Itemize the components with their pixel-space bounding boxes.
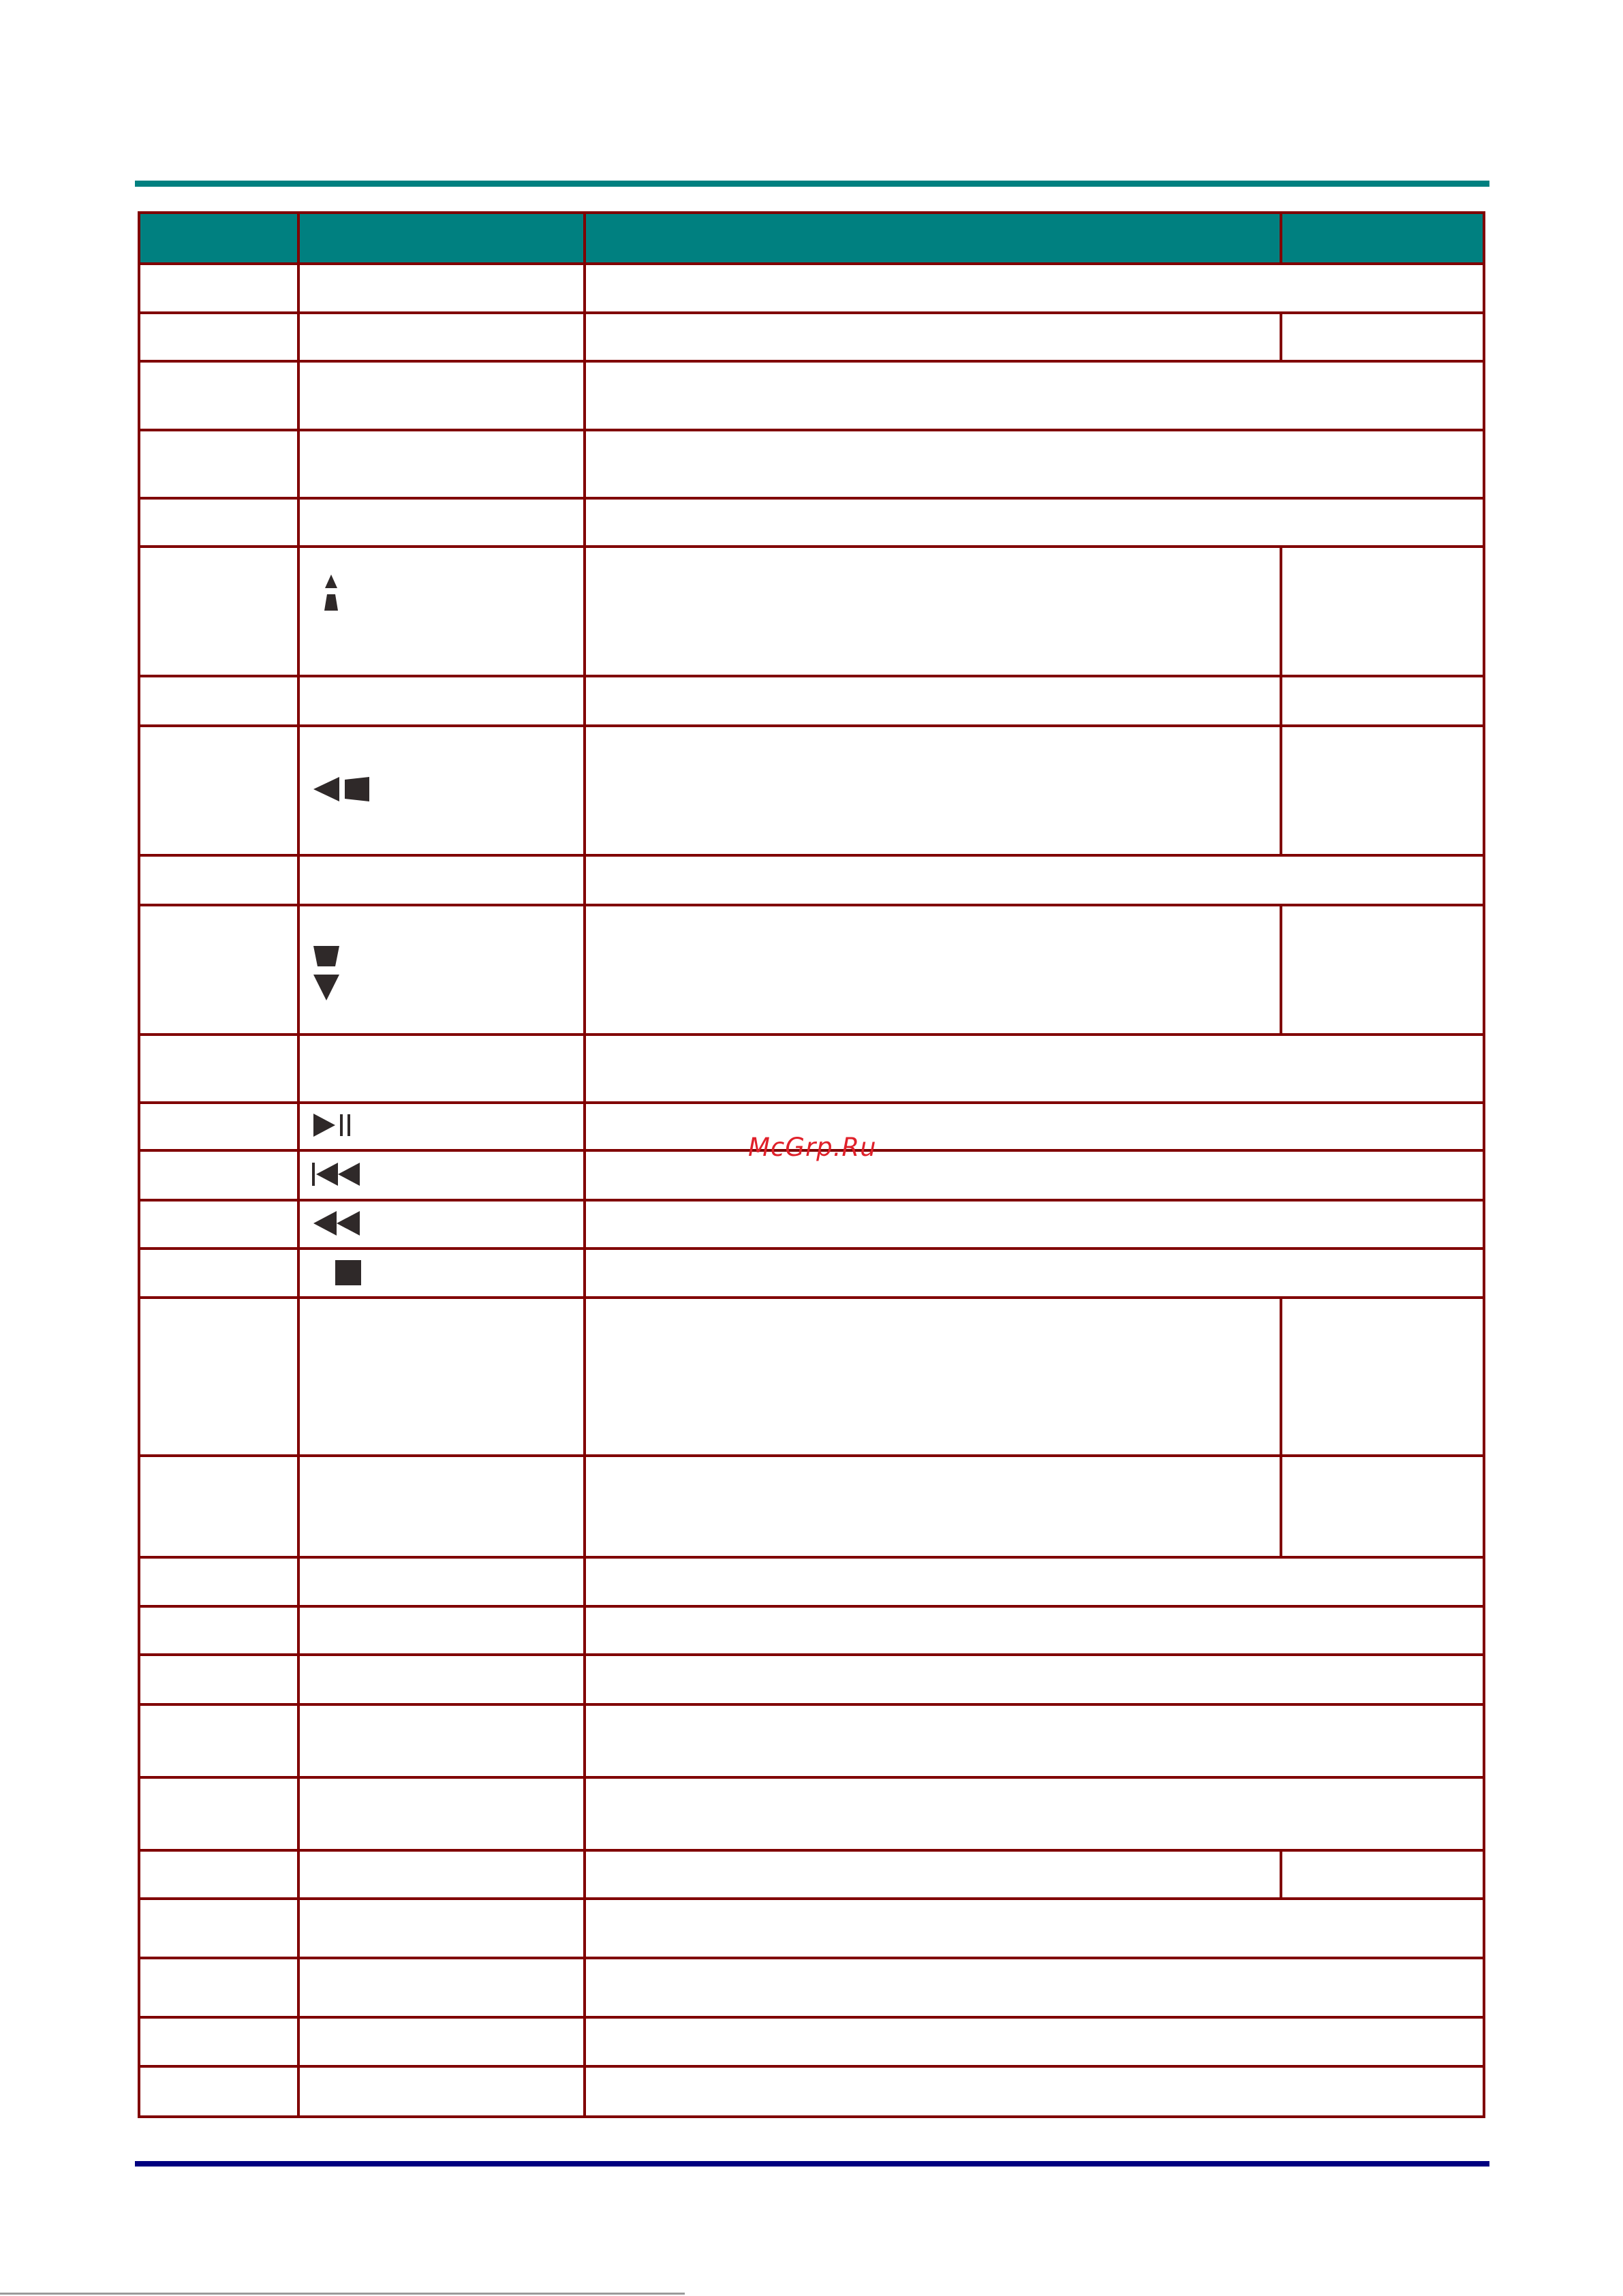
header-rule [135,181,1489,187]
page-edge-rule [0,2293,685,2295]
previous-track-icon [312,1163,360,1186]
button-icons [140,214,1485,2118]
up-icon [324,575,338,611]
watermark: McGrp.Ru [748,1133,877,1162]
play-pause-icon [313,1114,350,1137]
footer-rule [135,2161,1489,2167]
rewind-icon [313,1211,360,1236]
left-icon [313,777,369,801]
down-icon [313,946,339,1000]
stop-icon [335,1260,361,1285]
remote-control-table [138,211,1485,2118]
